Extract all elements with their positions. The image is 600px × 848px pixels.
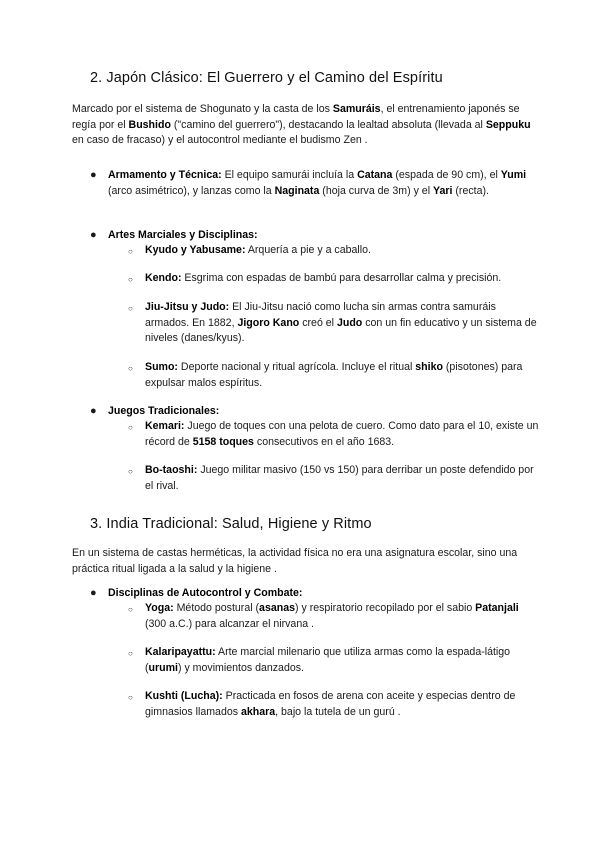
list-item-disciplinas: ● Disciplinas de Autocontrol y Combate: bbox=[108, 586, 538, 602]
bullet-icon: ● bbox=[90, 405, 97, 417]
circle-bullet-icon: ○ bbox=[128, 605, 133, 614]
sublist-item-kushti: ○ Kushti (Lucha): Practicada en fosos de arena con aceite y especias dentro de gimnasios llamados akhara, bajo la tutela de un gurú . bbox=[128, 690, 516, 718]
sublist-item-botaoshi: ○ Bo-taoshi: Juego militar masivo (150 vs 150) para derribar un poste defendido por el rival. bbox=[128, 464, 534, 492]
sublist-item-yoga: ○ Yoga: Método postural (asanas) y respiratorio recopilado por el sabio Patanjali (300 a.C.) para alcanzar el nirvana . bbox=[128, 602, 519, 630]
paragraph-japon-intro: Marcado por el sistema de Shogunato y la casta de los Samuráis, el entrenamiento japonés se regía por el Bushido ("camino del guerrero"), destacando la lealtad absoluta (llevada al Seppuku en caso de fracaso) y el autocontrol mediante el budismo Zen . bbox=[72, 103, 531, 146]
circle-bullet-icon: ○ bbox=[128, 304, 133, 313]
list-item-artes: ● Artes Marciales y Disciplinas: bbox=[108, 228, 538, 244]
section-heading-india: 3. India Tradicional: Salud, Higiene y Ritmo bbox=[90, 516, 372, 532]
circle-bullet-icon: ○ bbox=[128, 423, 133, 432]
bullet-icon: ● bbox=[90, 229, 97, 241]
circle-bullet-icon: ○ bbox=[128, 467, 133, 476]
sublist-item-kendo: ○ Kendo: Esgrima con espadas de bambú para desarrollar calma y precisión. bbox=[145, 271, 540, 287]
circle-bullet-icon: ○ bbox=[128, 275, 133, 284]
section-heading-japon: 2. Japón Clásico: El Guerrero y el Camino del Espíritu bbox=[90, 70, 443, 86]
list-item-juegos: ● Juegos Tradicionales: bbox=[108, 404, 538, 420]
sublist-item-kemari: ○ Kemari: Juego de toques con una pelota de cuero. Como dato para el 10, existe un récord de 5158 toques consecutivos en el año 1683. bbox=[128, 420, 539, 448]
circle-bullet-icon: ○ bbox=[128, 693, 133, 702]
circle-bullet-icon: ○ bbox=[128, 364, 133, 373]
sublist-item-sumo: ○ Sumo: Deporte nacional y ritual agrícola. Incluye el ritual shiko (pisotones) para expulsar malos espíritus. bbox=[128, 361, 523, 389]
list-item-armamento: ● Armamento y Técnica: El equipo samurái incluía la Catana (espada de 90 cm), el Yumi (arco asimétrico), y lanzas como la Naginata (hoja curva de 3m) y el Yari (recta). bbox=[90, 169, 527, 197]
bullet-icon: ● bbox=[90, 169, 97, 181]
circle-bullet-icon: ○ bbox=[128, 649, 133, 658]
sublist-item-kalaripayattu: ○ Kalaripayattu: Arte marcial milenario que utiliza armas como la espada-látigo (urumi) y movimientos danzados. bbox=[128, 646, 511, 674]
paragraph-india-intro: En un sistema de castas herméticas, la actividad física no era una asignatura escolar, sino una práctica ritual ligada a la salud y la higiene . bbox=[72, 547, 518, 575]
bullet-icon: ● bbox=[90, 587, 97, 599]
sublist-item-kyudo: ○ Kyudo y Yabusame: Arquería a pie y a caballo. bbox=[145, 243, 540, 259]
circle-bullet-icon: ○ bbox=[128, 247, 133, 256]
sublist-item-jiujitsu: ○ Jiu-Jitsu y Judo: El Jiu-Jitsu nació como lucha sin armas contra samuráis armados. En 1882, Jigoro Kano creó el Judo con un fin educativo y un sistema de niveles (danes/kyus). bbox=[128, 301, 537, 344]
